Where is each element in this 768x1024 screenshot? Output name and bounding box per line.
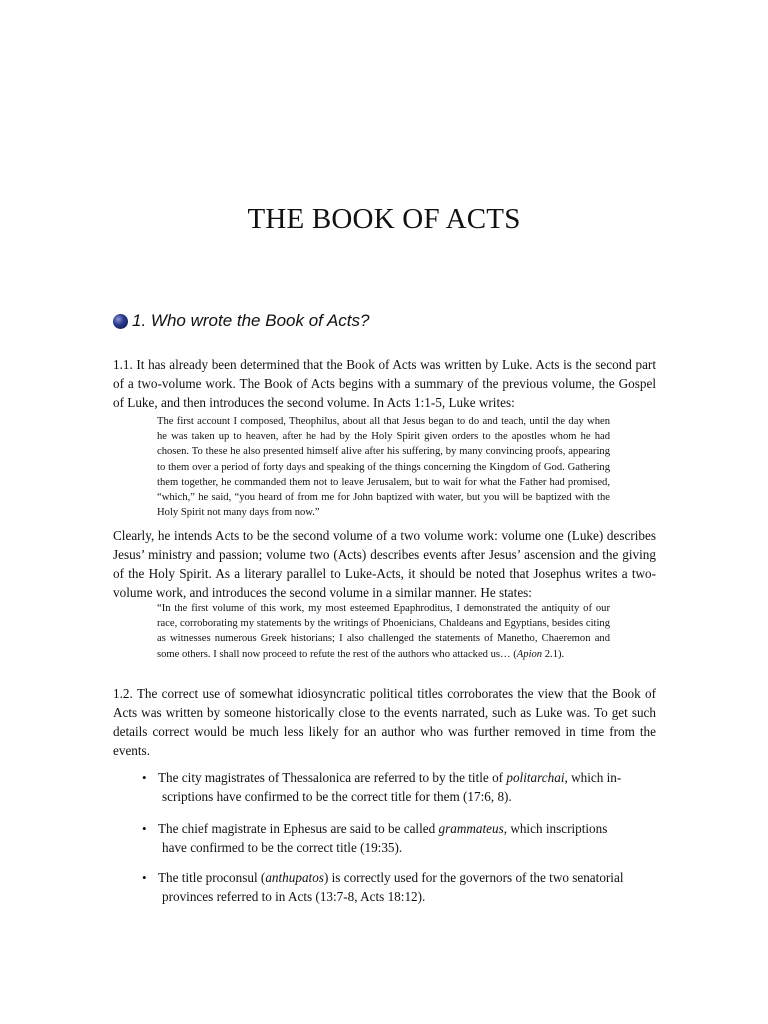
block-quote-acts: The first account I composed, Theophilus, about all that Jesus began to do and teach, until the day when he was taken up to heaven, after he had by the Holy Spirit given orders to the apostles whom he had chosen. To these he also presented himself alive after his suffering, by many convincing proofs, appearing to them over a period of forty days and speaking of the things concerning the Kingdom of God. Gathering them together, he commanded them not to leave Jerusalem, but to wait for what the Father had promised, “which,” he said, “you heard of from me for John baptized with water, but you will be baptized with the Holy Spirit not many days from now.” <box>157 416 610 519</box>
list-item <box>142 868 656 906</box>
section-heading <box>113 311 370 331</box>
list-item-line2: provinces referred to in Acts (13:7-8, Acts 18:12). <box>162 889 426 904</box>
quote-citation-title: Apion <box>516 648 543 660</box>
list-item <box>142 768 656 806</box>
list-item-line2: scriptions have confirmed to be the correct title for them (17:6, 8). <box>162 789 512 804</box>
bullet-icon: • <box>142 821 147 836</box>
list-item <box>142 819 656 857</box>
blue-sphere-bullet-icon <box>113 314 128 329</box>
block-quote-josephus <box>157 601 610 662</box>
bullet-icon: • <box>142 770 147 785</box>
list-item-line1: The city magistrates of Thessalonica are referred to by the title of politarchai, which in- <box>158 770 622 785</box>
paragraph-1-1: 1.1. It has already been determined that the Book of Acts was written by Luke. Acts is the second part of a two-volume work. The Book of Acts begins with a summary of the previous volume, the Gospel of Luke, and then introduces the second volume. In Acts 1:1-5, Luke writes: <box>113 357 656 410</box>
list-item-line2: have confirmed to be the correct title (19:35). <box>162 840 403 855</box>
list-item-text <box>158 768 656 806</box>
page-title: THE BOOK OF ACTS <box>247 203 521 235</box>
list-item-text <box>158 868 656 906</box>
section-heading-text: 1. Who wrote the Book of Acts? <box>132 311 370 330</box>
paragraph-clearly: Clearly, he intends Acts to be the second volume of a two volume work: volume one (Luke) describes Jesus’ ministry and passion; volume two (Acts) describes events after Jesus’ ascension and the giving of the Holy Spirit. As a literary parallel to Luke-Acts, it should be noted that Josephus writes a two-volume work, and introduces the second volume in a similar manner. He states: <box>113 528 656 600</box>
list-item-line1: The chief magistrate in Ephesus are said to be called grammateus, which inscriptions <box>158 821 608 836</box>
list-item-line1: The title proconsul (anthupatos) is correctly used for the governors of the two senatorial <box>158 870 624 885</box>
list-item-text <box>158 819 656 857</box>
bullet-icon: • <box>142 870 147 885</box>
quote-text: “In the first volume of this work, my most esteemed Epaphroditus, I demonstrated the antiquity of our race, corroborating my statements by the writings of Phoenicians, Chaldeans and Egyptians, besides citing as witnesses numerous Greek historians; I also challenged the statements of Manetho, Chaeremon and some others. I shall now proceed to refute the rest of the authors who attacked us… ( <box>157 603 610 660</box>
paragraph-1-2: 1.2. The correct use of somewhat idiosyncratic political titles corroborates the view that the Book of Acts was written by someone historically close to the events narrated, such as Luke was. To get such details correct would be much less likely for an author who was further removed in time from the events. <box>113 686 656 758</box>
quote-citation-ref: 2.1). <box>542 648 565 660</box>
